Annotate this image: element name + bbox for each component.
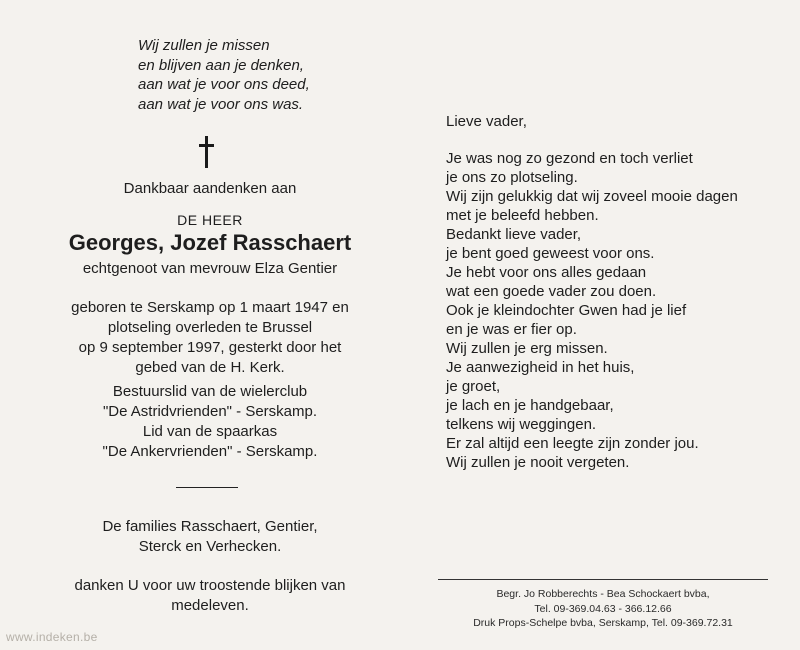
letter-line: je ons zo plotseling. (446, 169, 578, 186)
right-panel (420, 0, 800, 650)
letter-line: je lach en je handgebaar, (446, 397, 614, 414)
text-line: plotseling overleden te Brussel (107, 319, 313, 336)
letter-line: Wij zullen je nooit vergeten. (446, 454, 630, 471)
divider (176, 487, 238, 488)
text-line: Lid van de spaarkas (142, 423, 278, 440)
salutation: Lieve vader, (446, 113, 527, 130)
families (0, 517, 420, 557)
text-line: De families Rasschaert, Gentier, (102, 518, 318, 535)
letter-line: Bedankt lieve vader, (446, 226, 582, 243)
letter (446, 112, 786, 472)
letter-line: met je beleefd hebben. (446, 207, 599, 224)
text-line: op 9 september 1997, gesterkt door het (78, 339, 342, 356)
text-line: danken U voor uw troostende blijken van (74, 577, 346, 594)
text-line: gebed van de H. Kerk. (135, 359, 285, 376)
letter-line: telkens wij weggingen. (446, 416, 597, 433)
letter-line: Wij zijn gelukkig dat wij zoveel mooie dagen (446, 188, 738, 205)
text-line: Sterck en Verhecken. (138, 538, 282, 555)
letter-line: Wij zullen je erg missen. (446, 340, 608, 357)
letter-line: Ook je kleindochter Gwen had je lief (446, 302, 687, 319)
letter-line: Je aanwezigheid in het huis, (446, 359, 635, 376)
credit-line: Druk Props-Schelpe bvba, Serskamp, Tel. 09-369.72.31 (473, 617, 733, 629)
text-line: "De Ankervrienden" - Serskamp. (102, 443, 318, 460)
birth-death-details (0, 298, 420, 378)
text-line: geboren te Serskamp op 1 maart 1947 en (71, 299, 349, 316)
dedication-line: Dankbaar aandenken aan (123, 180, 297, 197)
text-line: Bestuurslid van de wielerclub (112, 383, 308, 400)
letter-line: en je was er fier op. (446, 321, 577, 338)
letter-line: Je hebt voor ons alles gedaan (446, 264, 647, 281)
letter-line: Er zal altijd een leegte zijn zonder jou. (446, 435, 699, 452)
poem-line: en blijven aan je denken, (138, 56, 304, 74)
footer-rule (438, 579, 768, 580)
text-line: "De Astridvrienden" - Serskamp. (102, 403, 318, 420)
deceased-name: Georges, Jozef Rasschaert (68, 230, 352, 255)
letter-line: je bent goed geweest voor ons. (446, 245, 655, 262)
letter-line: wat een goede vader zou doen. (446, 283, 657, 300)
credit-line: Begr. Jo Robberechts - Bea Schockaert bvba, (496, 588, 710, 600)
text-line: medeleven. (171, 597, 249, 614)
watermark: www.indeken.be (6, 630, 98, 644)
honorific: DE HEER (177, 212, 243, 228)
poem-line: aan wat je voor ons deed, (138, 76, 310, 93)
poem-line: Wij zullen je missen (138, 37, 270, 54)
printer-credits (438, 587, 768, 631)
cross-icon (197, 136, 217, 168)
letter-line: Je was nog zo gezond en toch verliet (446, 150, 693, 167)
credit-line: Tel. 09-369.04.63 - 366.12.66 (534, 602, 672, 615)
letter-line: je groet, (446, 378, 501, 395)
poem-line: aan wat je voor ons was. (138, 95, 304, 113)
spouse-line: echtgenoot van mevrouw Elza Gentier (82, 260, 338, 277)
club-memberships (0, 382, 420, 462)
thanks (0, 576, 420, 616)
poem (138, 36, 358, 114)
